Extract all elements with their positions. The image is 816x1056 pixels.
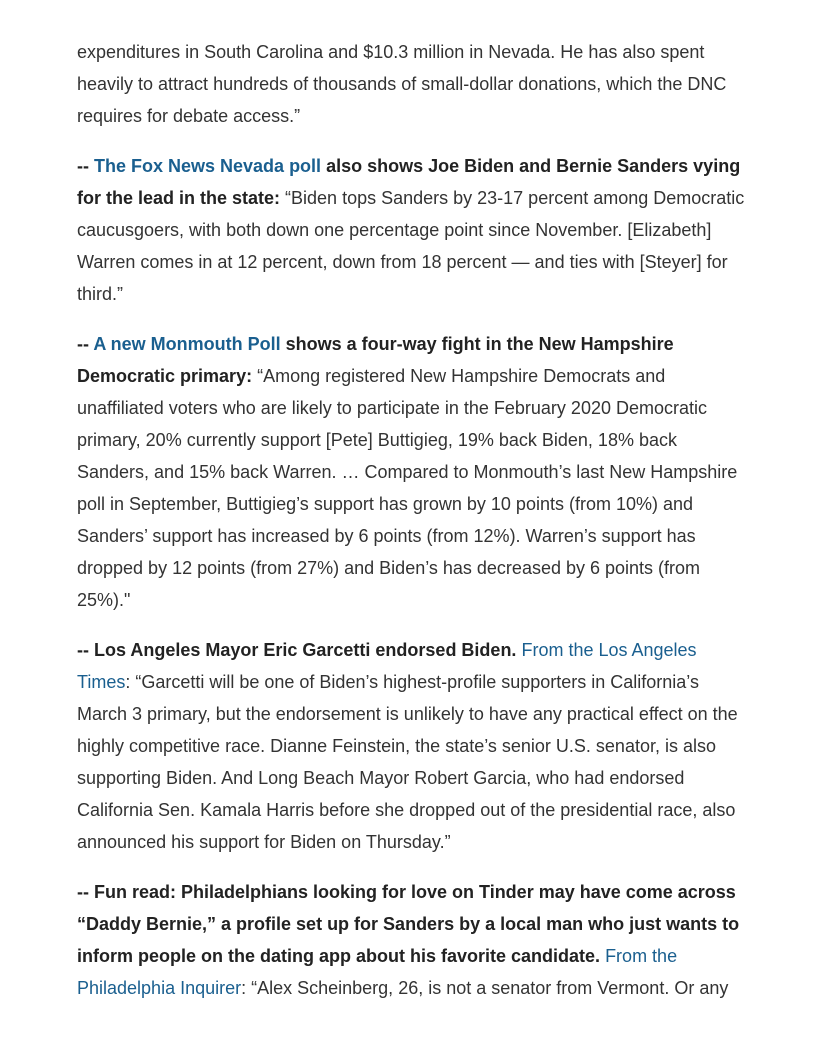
paragraph-quote: “Among registered New Hampshire Democrats and unaffiliated voters who are likely to participate in the February 2020 Democratic primary, 20% currently support [Pete] Buttigieg, 19% back Biden, 18% back Sanders, and 15% back Warren. … Compared to Monmouth’s last New Hampshire poll in September, Buttigieg’s support has grown by 10 points (from 10%) and Sanders’ support has increased by 6 points (from 12%). Warren’s support has dropped by 12 points (from 27%) and Biden’s has decreased by 6 points (from 25%).": [77, 366, 738, 610]
paragraph-lead: -- Los Angeles Mayor Eric Garcetti endorsed Biden.: [77, 640, 517, 660]
paragraph-text: expenditures in South Carolina and $10.3 million in Nevada. He has also spent heavily to attract hundreds of thousands of small-dollar donations, which the DNC requires for debate access.”: [77, 42, 727, 126]
los-angeles-times-link[interactable]: From the Los Angeles Times: [77, 640, 697, 692]
paragraph-fox-nevada-poll: [77, 150, 747, 310]
item-dash: --: [77, 156, 94, 176]
paragraph-quote: “Biden tops Sanders by 23-17 percent among Democratic caucusgoers, with both down one percentage point since November. [Elizabeth] Warren comes in at 12 percent, down from 18 percent — and ties with [Steyer] for third.”: [77, 188, 745, 304]
paragraph-monmouth-poll: [77, 328, 747, 616]
paragraph-lead: -- Fun read: Philadelphians looking for love on Tinder may have come across “Daddy Bernie,” a profile set up for Sanders by a local man who just wants to inform people on the dating app about his favorite candidate.: [77, 882, 740, 966]
fox-news-nevada-poll-link[interactable]: The Fox News Nevada poll: [94, 156, 322, 176]
article-body: [77, 36, 747, 1022]
paragraph-quote: : “Garcetti will be one of Biden’s highest-profile supporters in California’s March 3 primary, but the endorsement is unlikely to have any practical effect on the highly competitive race. Dianne Feinstein, the state’s senior U.S. senator, is also supporting Biden. And Long Beach Mayor Robert Garcia, who had endorsed California Sen. Kamala Harris before she dropped out of the presidential race, also announced his support for Biden on Thursday.”: [77, 672, 738, 852]
monmouth-poll-link[interactable]: A new Monmouth Poll: [93, 334, 281, 354]
philadelphia-inquirer-link[interactable]: From the Philadelphia Inquirer: [77, 946, 678, 998]
paragraph-quote: : “Alex Scheinberg, 26, is not a senator from Vermont. Or any: [241, 978, 729, 998]
paragraph-campaign-spending: [77, 36, 747, 132]
paragraph-lead: shows a four-way fight in the New Hampshire Democratic primary:: [77, 334, 674, 386]
paragraph-daddy-bernie: [77, 876, 747, 1004]
item-dash: --: [77, 334, 94, 354]
paragraph-garcetti-endorsement: [77, 634, 747, 858]
paragraph-lead: also shows Joe Biden and Bernie Sanders vying for the lead in the state:: [77, 156, 741, 208]
